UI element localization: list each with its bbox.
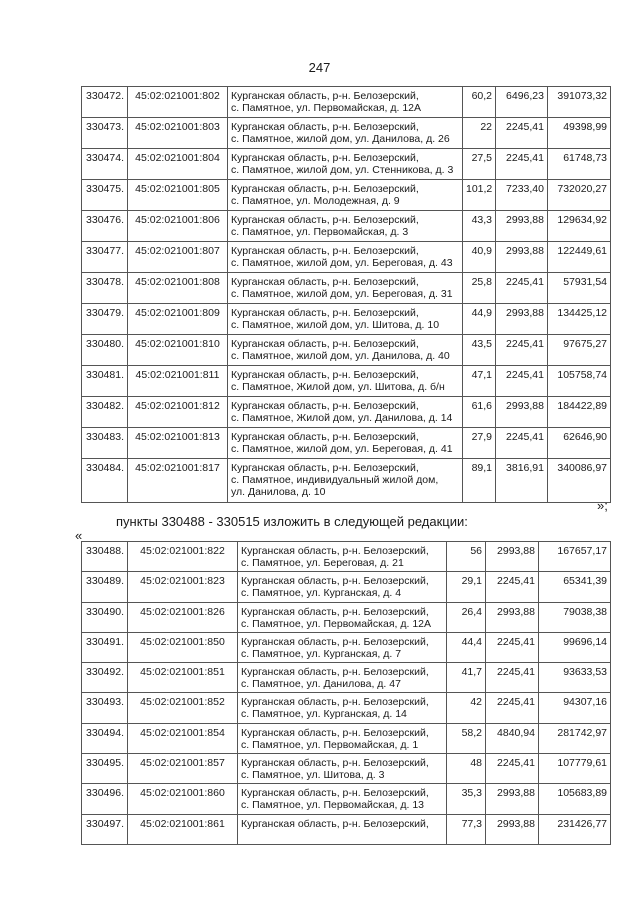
area-cell: 42 bbox=[447, 693, 486, 723]
area-cell: 58,2 bbox=[447, 723, 486, 753]
address-line: Курганская область, р-н. Белозерский, bbox=[231, 369, 419, 381]
address-line: с. Памятное, ул. Курганская, д. 14 bbox=[241, 708, 407, 721]
area-cell: 26,4 bbox=[447, 602, 486, 632]
cadastral-number-cell: 45:02:021001:812 bbox=[128, 397, 228, 428]
total-cell: 732020,27 bbox=[548, 180, 611, 211]
address-line: Курганская область, р-н. Белозерский, bbox=[241, 817, 429, 830]
address-line: с. Памятное, ул. Первомайская, д. 12А bbox=[231, 102, 422, 114]
address-line: Курганская область, р-н. Белозерский, bbox=[231, 307, 419, 319]
address-line: с. Памятное, ул. Курганская, д. 4 bbox=[241, 587, 402, 600]
cadastral-number-cell: 45:02:021001:810 bbox=[128, 335, 228, 366]
address-line: Курганская область, р-н. Белозерский, bbox=[231, 214, 419, 226]
price-cell: 7233,40 bbox=[496, 180, 548, 211]
cadastral-number-cell: 45:02:021001:822 bbox=[128, 542, 238, 572]
total-cell: 94307,16 bbox=[539, 693, 611, 723]
total-cell: 93633,53 bbox=[539, 663, 611, 693]
table-row bbox=[82, 693, 611, 723]
instruction-text: пункты 330488 - 330515 изложить в следующей редакции: bbox=[116, 514, 468, 529]
row-number-cell: 330494. bbox=[82, 723, 128, 753]
address-line: с. Памятное, ул. Молодежная, д. 9 bbox=[231, 195, 400, 207]
address-line: с. Памятное, ул. Первомайская, д. 1 bbox=[241, 738, 419, 751]
price-cell: 2993,88 bbox=[486, 784, 539, 814]
price-cell: 2993,88 bbox=[486, 814, 539, 844]
row-number-cell: 330477. bbox=[82, 242, 128, 273]
total-cell: 340086,97 bbox=[548, 459, 611, 503]
address-line: с. Памятное, ул. Береговая, д. 21 bbox=[241, 557, 404, 569]
address-cell bbox=[228, 242, 463, 273]
area-cell: 47,1 bbox=[463, 366, 496, 397]
address-cell bbox=[228, 366, 463, 397]
address-line: ул. Данилова, д. 10 bbox=[231, 486, 326, 498]
area-cell: 43,3 bbox=[463, 211, 496, 242]
total-cell: 49398,99 bbox=[548, 118, 611, 149]
total-cell: 79038,38 bbox=[539, 602, 611, 632]
price-cell: 6496,23 bbox=[496, 87, 548, 118]
address-line: Курганская область, р-н. Белозерский, bbox=[241, 605, 429, 618]
area-cell: 41,7 bbox=[447, 663, 486, 693]
address-cell bbox=[238, 663, 447, 693]
address-line: Курганская область, р-н. Белозерский, bbox=[231, 245, 419, 257]
table-row bbox=[82, 459, 611, 503]
total-cell: 99696,14 bbox=[539, 632, 611, 662]
cadastral-number-cell: 45:02:021001:854 bbox=[128, 723, 238, 753]
price-cell: 2245,41 bbox=[496, 366, 548, 397]
price-cell: 3816,91 bbox=[496, 459, 548, 503]
table-row bbox=[82, 335, 611, 366]
price-cell: 2993,88 bbox=[496, 242, 548, 273]
table-row bbox=[82, 304, 611, 335]
address-cell bbox=[228, 87, 463, 118]
total-cell: 122449,61 bbox=[548, 242, 611, 273]
area-cell: 43,5 bbox=[463, 335, 496, 366]
area-cell: 35,3 bbox=[447, 784, 486, 814]
total-cell: 105758,74 bbox=[548, 366, 611, 397]
cadastral-number-cell: 45:02:021001:860 bbox=[128, 784, 238, 814]
price-cell: 2993,88 bbox=[486, 542, 539, 572]
total-cell: 62646,90 bbox=[548, 428, 611, 459]
area-cell: 44,9 bbox=[463, 304, 496, 335]
total-cell: 167657,17 bbox=[539, 542, 611, 572]
total-cell: 105683,89 bbox=[539, 784, 611, 814]
address-line: Курганская область, р-н. Белозерский, bbox=[241, 787, 429, 800]
table-row bbox=[82, 149, 611, 180]
address-cell bbox=[228, 459, 463, 503]
address-line: с. Памятное, жилой дом, ул. Шитова, д. 10 bbox=[231, 319, 440, 331]
price-cell: 4840,94 bbox=[486, 723, 539, 753]
table-row bbox=[82, 663, 611, 693]
cadastral-number-cell: 45:02:021001:808 bbox=[128, 273, 228, 304]
address-line: Курганская область, р-н. Белозерский, bbox=[231, 183, 419, 195]
address-line: с. Памятное, ул. Курганская, д. 7 bbox=[241, 647, 402, 660]
price-cell: 2245,41 bbox=[486, 572, 539, 602]
cadastral-number-cell: 45:02:021001:850 bbox=[128, 632, 238, 662]
row-number-cell: 330482. bbox=[82, 397, 128, 428]
address-cell bbox=[238, 723, 447, 753]
address-line: с. Памятное, жилой дом, ул. Стенникова, д. 3 bbox=[231, 164, 454, 176]
address-cell bbox=[228, 180, 463, 211]
table-row bbox=[82, 632, 611, 662]
total-cell: 231426,77 bbox=[539, 814, 611, 844]
address-line: Курганская область, р-н. Белозерский, bbox=[241, 726, 429, 739]
cadastral-number-cell: 45:02:021001:807 bbox=[128, 242, 228, 273]
row-number-cell: 330472. bbox=[82, 87, 128, 118]
table-row bbox=[82, 428, 611, 459]
row-number-cell: 330475. bbox=[82, 180, 128, 211]
price-cell: 2993,88 bbox=[496, 304, 548, 335]
row-number-cell: 330483. bbox=[82, 428, 128, 459]
area-cell: 29,1 bbox=[447, 572, 486, 602]
cadastral-number-cell: 45:02:021001:802 bbox=[128, 87, 228, 118]
address-line: с. Памятное, жилой дом, ул. Береговая, д. 41 bbox=[231, 443, 453, 455]
area-cell: 60,2 bbox=[463, 87, 496, 118]
total-cell: 97675,27 bbox=[548, 335, 611, 366]
table-1-body bbox=[82, 87, 611, 503]
cadastral-number-cell: 45:02:021001:805 bbox=[128, 180, 228, 211]
row-number-cell: 330488. bbox=[82, 542, 128, 572]
price-cell: 2993,88 bbox=[486, 602, 539, 632]
address-cell bbox=[228, 211, 463, 242]
address-cell bbox=[238, 542, 447, 572]
table-row bbox=[82, 754, 611, 784]
address-cell bbox=[238, 754, 447, 784]
address-cell bbox=[238, 784, 447, 814]
price-cell: 2245,41 bbox=[486, 754, 539, 784]
address-cell bbox=[228, 397, 463, 428]
table-row bbox=[82, 273, 611, 304]
address-cell bbox=[238, 602, 447, 632]
price-cell: 2245,41 bbox=[486, 632, 539, 662]
total-cell: 391073,32 bbox=[548, 87, 611, 118]
closing-quote: »; bbox=[597, 498, 608, 513]
address-cell bbox=[238, 632, 447, 662]
address-cell bbox=[238, 572, 447, 602]
address-line: с. Памятное, Жилой дом, ул. Данилова, д. 14 bbox=[231, 412, 453, 424]
area-cell: 27,9 bbox=[463, 428, 496, 459]
address-line: Курганская область, р-н. Белозерский, bbox=[241, 696, 429, 709]
row-number-cell: 330493. bbox=[82, 693, 128, 723]
address-line: с. Памятное, жилой дом, ул. Береговая, д. 43 bbox=[231, 257, 453, 269]
area-cell: 25,8 bbox=[463, 273, 496, 304]
table-row bbox=[82, 87, 611, 118]
area-cell: 40,9 bbox=[463, 242, 496, 273]
address-line: с. Памятное, ул. Первомайская, д. 12А bbox=[241, 617, 432, 630]
area-cell: 44,4 bbox=[447, 632, 486, 662]
table-row bbox=[82, 180, 611, 211]
table-row bbox=[82, 723, 611, 753]
area-cell: 89,1 bbox=[463, 459, 496, 503]
total-cell: 184422,89 bbox=[548, 397, 611, 428]
row-number-cell: 330474. bbox=[82, 149, 128, 180]
table-row bbox=[82, 366, 611, 397]
page-number: 247 bbox=[308, 60, 331, 75]
table-row bbox=[82, 814, 611, 844]
row-number-cell: 330476. bbox=[82, 211, 128, 242]
cadastral-number-cell: 45:02:021001:852 bbox=[128, 693, 238, 723]
total-cell: 107779,61 bbox=[539, 754, 611, 784]
table-row bbox=[82, 242, 611, 273]
row-number-cell: 330492. bbox=[82, 663, 128, 693]
price-cell: 2245,41 bbox=[496, 428, 548, 459]
row-number-cell: 330497. bbox=[82, 814, 128, 844]
address-line: Курганская область, р-н. Белозерский, bbox=[231, 121, 419, 133]
table-row bbox=[82, 118, 611, 149]
address-line: с. Памятное, ул. Шитова, д. 3 bbox=[241, 769, 385, 782]
property-table-1 bbox=[81, 86, 611, 503]
address-line: Курганская область, р-н. Белозерский, bbox=[231, 338, 419, 350]
total-cell: 281742,97 bbox=[539, 723, 611, 753]
area-cell: 22 bbox=[463, 118, 496, 149]
cadastral-number-cell: 45:02:021001:857 bbox=[128, 754, 238, 784]
cadastral-number-cell: 45:02:021001:804 bbox=[128, 149, 228, 180]
address-cell bbox=[238, 814, 447, 844]
area-cell: 61,6 bbox=[463, 397, 496, 428]
address-line: Курганская область, р-н. Белозерский, bbox=[241, 545, 429, 557]
table-row bbox=[82, 542, 611, 572]
price-cell: 2245,41 bbox=[496, 335, 548, 366]
address-line: Курганская область, р-н. Белозерский, bbox=[231, 152, 419, 164]
address-line: с. Памятное, Жилой дом, ул. Шитова, д. б/н bbox=[231, 381, 445, 393]
table-row bbox=[82, 211, 611, 242]
address-line: Курганская область, р-н. Белозерский, bbox=[241, 757, 429, 770]
cadastral-number-cell: 45:02:021001:811 bbox=[128, 366, 228, 397]
cadastral-number-cell: 45:02:021001:813 bbox=[128, 428, 228, 459]
cadastral-number-cell: 45:02:021001:806 bbox=[128, 211, 228, 242]
cadastral-number-cell: 45:02:021001:861 bbox=[128, 814, 238, 844]
row-number-cell: 330489. bbox=[82, 572, 128, 602]
table-row bbox=[82, 397, 611, 428]
price-cell: 2993,88 bbox=[496, 211, 548, 242]
address-cell bbox=[228, 335, 463, 366]
total-cell: 129634,92 bbox=[548, 211, 611, 242]
area-cell: 56 bbox=[447, 542, 486, 572]
cadastral-number-cell: 45:02:021001:851 bbox=[128, 663, 238, 693]
address-cell bbox=[228, 273, 463, 304]
address-line: Курганская область, р-н. Белозерский, bbox=[241, 635, 429, 648]
address-line: Курганская область, р-н. Белозерский, bbox=[231, 90, 419, 102]
row-number-cell: 330491. bbox=[82, 632, 128, 662]
row-number-cell: 330495. bbox=[82, 754, 128, 784]
cadastral-number-cell: 45:02:021001:823 bbox=[128, 572, 238, 602]
cadastral-number-cell: 45:02:021001:809 bbox=[128, 304, 228, 335]
address-line: с. Памятное, жилой дом, ул. Данилова, д. 40 bbox=[231, 350, 450, 362]
area-cell: 48 bbox=[447, 754, 486, 784]
area-cell: 77,3 bbox=[447, 814, 486, 844]
row-number-cell: 330490. bbox=[82, 602, 128, 632]
price-cell: 2245,41 bbox=[486, 693, 539, 723]
cadastral-number-cell: 45:02:021001:803 bbox=[128, 118, 228, 149]
row-number-cell: 330473. bbox=[82, 118, 128, 149]
area-cell: 101,2 bbox=[463, 180, 496, 211]
table-row bbox=[82, 784, 611, 814]
address-line: Курганская область, р-н. Белозерский, bbox=[231, 276, 419, 288]
property-table-2 bbox=[81, 541, 611, 845]
table-row bbox=[82, 572, 611, 602]
address-cell bbox=[228, 304, 463, 335]
address-line: Курганская область, р-н. Белозерский, bbox=[231, 431, 419, 443]
price-cell: 2245,41 bbox=[486, 663, 539, 693]
price-cell: 2245,41 bbox=[496, 118, 548, 149]
table-2-body bbox=[82, 542, 611, 845]
total-cell: 65341,39 bbox=[539, 572, 611, 602]
table-row bbox=[82, 602, 611, 632]
address-line: Курганская область, р-н. Белозерский, bbox=[241, 666, 429, 679]
price-cell: 2245,41 bbox=[496, 149, 548, 180]
address-line: с. Памятное, индивидуальный жилой дом, bbox=[231, 474, 439, 486]
row-number-cell: 330496. bbox=[82, 784, 128, 814]
row-number-cell: 330480. bbox=[82, 335, 128, 366]
address-cell bbox=[238, 693, 447, 723]
address-line: с. Памятное, ул. Данилова, д. 47 bbox=[241, 678, 401, 691]
price-cell: 2993,88 bbox=[496, 397, 548, 428]
total-cell: 57931,54 bbox=[548, 273, 611, 304]
cadastral-number-cell: 45:02:021001:826 bbox=[128, 602, 238, 632]
row-number-cell: 330478. bbox=[82, 273, 128, 304]
area-cell: 27,5 bbox=[463, 149, 496, 180]
address-line: Курганская область, р-н. Белозерский, bbox=[231, 462, 419, 474]
address-line: с. Памятное, жилой дом, ул. Береговая, д. 31 bbox=[231, 288, 453, 300]
total-cell: 61748,73 bbox=[548, 149, 611, 180]
address-line: с. Памятное, ул. Первомайская, д. 3 bbox=[231, 226, 409, 238]
address-line: с. Памятное, ул. Первомайская, д. 13 bbox=[241, 799, 425, 812]
address-cell bbox=[228, 428, 463, 459]
total-cell: 134425,12 bbox=[548, 304, 611, 335]
address-line: Курганская область, р-н. Белозерский, bbox=[241, 575, 429, 588]
price-cell: 2245,41 bbox=[496, 273, 548, 304]
cadastral-number-cell: 45:02:021001:817 bbox=[128, 459, 228, 503]
address-cell bbox=[228, 149, 463, 180]
row-number-cell: 330484. bbox=[82, 459, 128, 503]
address-line: Курганская область, р-н. Белозерский, bbox=[231, 400, 419, 412]
opening-quote: « bbox=[75, 528, 83, 543]
address-line: с. Памятное, жилой дом, ул. Данилова, д. 26 bbox=[231, 133, 450, 145]
address-cell bbox=[228, 118, 463, 149]
row-number-cell: 330479. bbox=[82, 304, 128, 335]
row-number-cell: 330481. bbox=[82, 366, 128, 397]
